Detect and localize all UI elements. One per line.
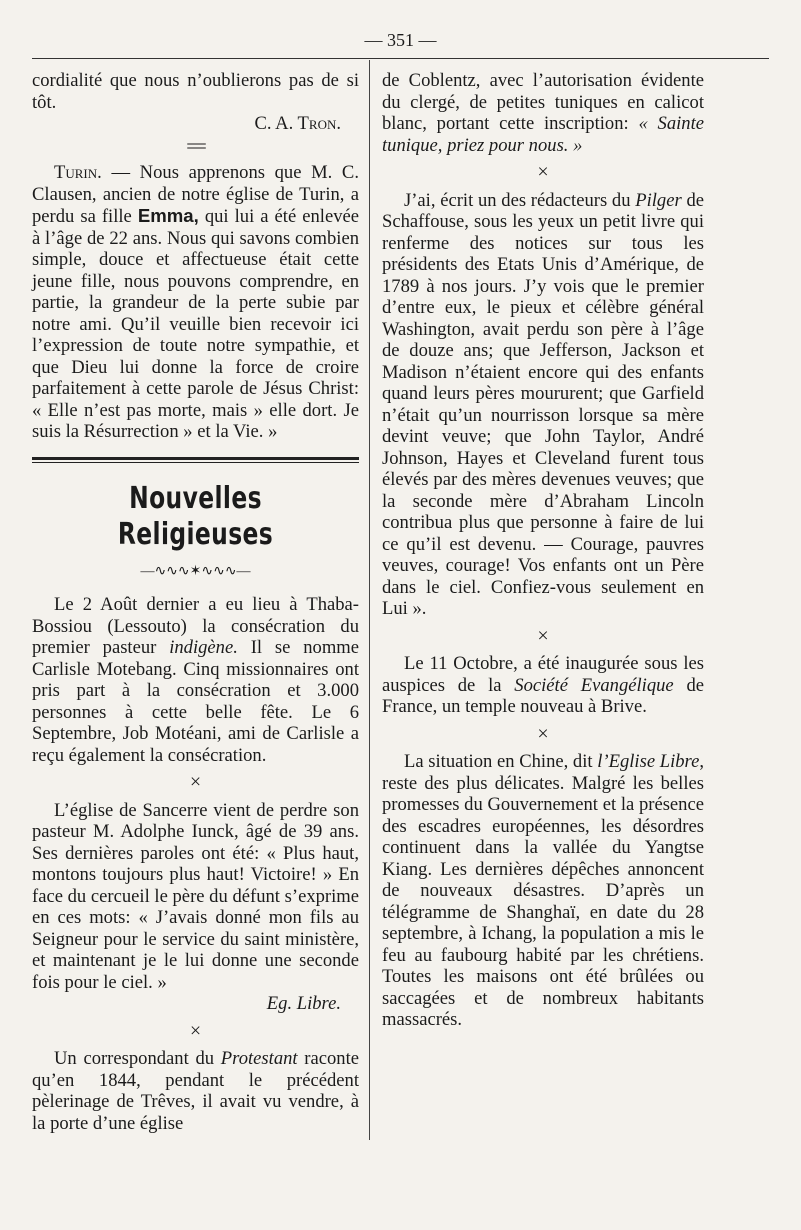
header-rule: [32, 58, 769, 59]
pilger-paragraph: J’ai, écrit un des rédacteurs du Pilger de Schaffouse, sous les yeux un petit livre qui renferme des notices sur tous les présidents des Etats Unis d’Amérique, de 1789 à nos jours. J’y vois que le premier d’entre eux, le pieux et célèbre général Washington, avait perdu son père à l’âge de douze ans; que Jefferson, Jackson et Madison n’étaient encore qui des enfants quand leurs pères moururent; que Garfield n’était qu’un nourrisson lorsque sa mère devint veuve; que John Taylor, André Johnson, Hayes et Cleveland furent tous élevés par des mères devenues veuves; que la seconde mère d’Abraham Lincoln contribua plus que personne à faire de lui ce qu’il est devenu. — Courage, pauvres veuves, courage! Vos enfants ont un Père dans le ciel. Confiez-vous seulement en Lui ».: [382, 189, 704, 619]
heading-rule: [32, 457, 359, 463]
column-divider: [369, 60, 370, 1140]
signature: C. A. Tron.: [254, 113, 341, 134]
name-emma: Emma,: [137, 205, 199, 226]
continuation-paragraph: de Coblentz, avec l’autorisation évidente du clergé, de petites tuniques en calicot blanc, portant cette inscription: « Sainte tunique, priez pour nous. »: [382, 70, 704, 156]
protestant-paragraph: Un correspondant du Protestant raconte qu’en 1844, pendant le précédent pèlerinage de Trêves, il avait vu vendre, à la porte d’une église: [32, 1048, 360, 1134]
turin-lead: Turin.: [54, 162, 102, 183]
closing-paragraph: cordialité que nous n’oublierons pas de si tôt.: [32, 70, 359, 113]
ornament: —∿∿∿✶∿∿∿—: [140, 563, 251, 579]
sancerre-paragraph: L’église de Sancerre vient de perdre son pasteur M. Adolphe Iunck, âgé de 39 ans. Ses dernières paroles ont été: « Plus haut, montons toujours plus haut! Victoire! » En face du cercueil le père du défunt s’exprime en ces mots: « J’avais donné mon fils au Seigneur pour le service du saint ministère, et maintenant je le lui donne une seconde fois pour le ciel. »: [32, 799, 359, 993]
section-divider: ==: [186, 135, 205, 158]
lesotho-paragraph: Le 2 Août dernier a eu lieu à Thaba-Bossiou (Lessouto) la consécration du premier pasteur indigène. Il se nomme Carlisle Motebang. Cinq missionnaires ont pris part à la consécration et 3.000 personnes à cette belle fête. Le 6 Septembre, Job Motéani, ami de Carlisle a reçu également la consécration.: [32, 594, 359, 766]
chine-paragraph: La situation en Chine, dit l’Eglise Libre, reste des plus délicates. Malgré les belles promesses du Gouvernement et la présence des escadres européennes, les désordres continuent dans la vallée du Yangtse Kiang. Les dernières dépêches annoncent de nouveaux désastres. D’après un télégramme de Shanghaï, en date du 28 septembre, à Ichang, la population a mis le feu au faubourg habité par les chrétiens. Toutes les maisons ont été brûlées ou saccagées et de nombreux habitants massacrés.: [382, 751, 704, 1030]
left-column: [32, 70, 359, 1134]
source-credit: Eg. Libre.: [266, 993, 341, 1014]
separator-cross: ×: [189, 771, 202, 793]
turin-paragraph: Turin. — Nous apprenons que M. C. Clausen, ancien de notre église de Turin, a perdu sa fille Emma, qui lui a été enlevée à l’âge de 22 ans. Nous qui savons combien simple, douce et affectueuse était cette jeune fille, nous pouvons comprendre, en partie, la grandeur de la perte subie par notre ami. Qu’il veuille bien recevoir ici l’expression de toute notre sympathie, et que Dieu lui donne la force de croire parfaitement à cette parole de Jésus Christ: « Elle n’est pas morte, mais » elle dort. Je suis la Résurrection » et la Vie. »: [32, 162, 359, 442]
separator-cross: ×: [537, 624, 549, 647]
separator-cross: ×: [537, 161, 549, 183]
page-number: — 351 —: [364, 30, 437, 50]
separator-cross: ×: [537, 722, 549, 745]
brive-paragraph: Le 11 Octobre, a été inaugurée sous les auspices de la Société Evangélique de France, un temple nouveau à Brive.: [382, 653, 704, 717]
section-heading: Nouvelles Religieuses: [117, 480, 274, 552]
right-column: [382, 70, 704, 1031]
separator-cross: ×: [189, 1019, 202, 1042]
